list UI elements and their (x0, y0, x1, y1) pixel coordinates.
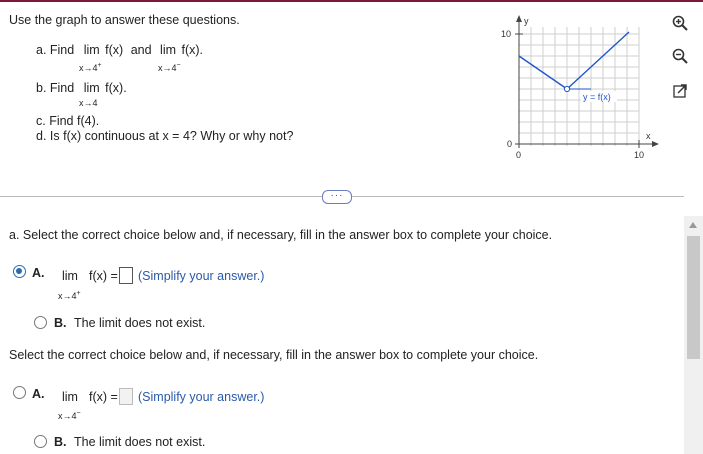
question-b-sub: x→4 (79, 98, 98, 108)
zoom-out-icon[interactable] (669, 45, 691, 67)
function-graph (495, 12, 665, 167)
choice-a-lim: lim (62, 269, 78, 283)
curve-right-segment (567, 32, 629, 89)
expand-more-button[interactable]: ··· (322, 190, 352, 204)
y-axis-arrow (516, 15, 522, 22)
curve-label: y = f(x) (583, 92, 611, 102)
question-a: a. Find lim f(x) and lim f(x). (36, 43, 204, 57)
question-intro: Use the graph to answer these questions. (9, 13, 240, 27)
question-a-sub-left: x→4− (158, 62, 181, 73)
answer-input-left-limit[interactable] (119, 388, 133, 405)
y-tick-label-0: 0 (507, 139, 513, 149)
choice-a2-hint: (Simplify your answer.) (138, 390, 265, 404)
choice-b-letter: B. (54, 316, 67, 330)
zoom-in-icon[interactable] (669, 12, 691, 34)
question-c: c. Find f(4). (36, 114, 100, 128)
choice-a-hint: (Simplify your answer.) (138, 269, 265, 283)
x-tick-label-0: 0 (516, 150, 522, 160)
choice-b2-radio[interactable] (34, 435, 47, 448)
part-a-instruction: a. Select the correct choice below and, if necessary, fill in the answer box to complete your choice. (9, 228, 553, 242)
y-axis-label: y (524, 16, 529, 26)
choice-a2-lim: lim (62, 390, 78, 404)
scroll-up-icon[interactable] (689, 222, 697, 228)
scrollbar-thumb[interactable] (687, 236, 700, 359)
x-axis-arrow (652, 141, 659, 147)
choice-b-radio[interactable] (34, 316, 47, 329)
open-circle-point (564, 86, 569, 91)
question-d: d. Is f(x) continuous at x = 4? Why or why not? (36, 129, 294, 143)
choice-a2-sub: x→4− (58, 410, 81, 421)
x-tick-label-10: 10 (634, 150, 645, 160)
graph-grid (519, 27, 639, 146)
choice-a2-radio[interactable] (13, 386, 26, 399)
y-tick-label-10: 10 (501, 29, 512, 39)
choice-a2-fx: f(x) = (89, 390, 118, 404)
choice-a-fx: f(x) = (89, 269, 118, 283)
choice-b2-text: The limit does not exist. (74, 435, 206, 449)
choice-b-text: The limit does not exist. (74, 316, 206, 330)
x-axis-label: x (646, 131, 651, 141)
answer-input-right-limit[interactable] (119, 267, 133, 284)
choice-b2-letter: B. (54, 435, 67, 449)
question-a-sub-right: x→4+ (79, 62, 102, 73)
popout-icon[interactable] (669, 80, 691, 102)
part-a2-instruction: Select the correct choice below and, if necessary, fill in the answer box to complete your choice. (9, 348, 539, 362)
choice-a-radio-selected[interactable] (13, 265, 26, 278)
top-accent-line (0, 0, 703, 2)
question-b: b. Find lim f(x). (36, 81, 127, 95)
choice-a-letter: A. (32, 266, 45, 280)
choice-a2-letter: A. (32, 387, 45, 401)
choice-a-sub: x→4+ (58, 290, 81, 301)
